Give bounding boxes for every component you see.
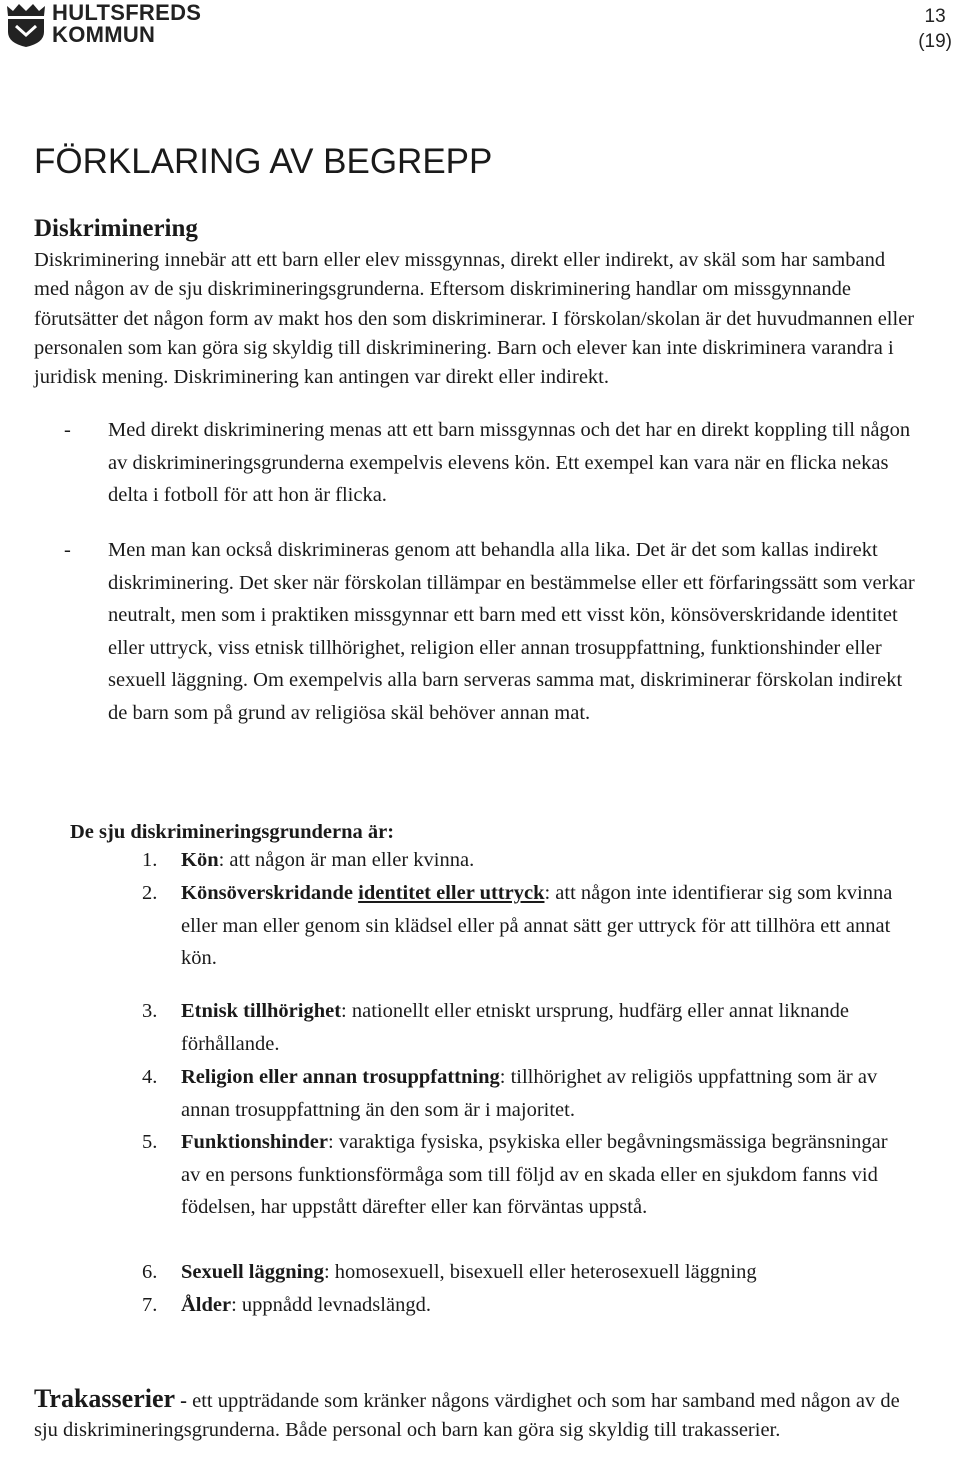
- ground-description: : uppnådd levnadslängd.: [231, 1294, 431, 1316]
- list-number: 2.: [142, 882, 158, 904]
- ground-term: Etnisk tillhörighet: [181, 1000, 342, 1022]
- ground-term: Funktionshinder: [181, 1131, 328, 1153]
- list-number: 3.: [142, 1000, 158, 1022]
- municipality-logo: [4, 2, 204, 50]
- list-item: [142, 995, 902, 1060]
- list-item: [142, 1126, 902, 1224]
- harassment-text: ett uppträdande som kränker någons värdighet och som har samband med någon av de sju diskrimineringsgrunderna. Både personal och barn kan göra sig skyldig till trakasserier.: [34, 1390, 900, 1441]
- page-number: [918, 4, 952, 54]
- page-current: 13: [924, 6, 946, 27]
- bullet-text: Med direkt diskriminering menas att ett barn missgynnas och det har en direkt koppling till någon av diskrimineringsgrunderna exempelvis elevens kön. Ett exempel kan vara när en flicka nekas delta i fotboll för att hon är flicka.: [108, 419, 911, 506]
- ground-term: Könsöverskridande: [181, 882, 353, 904]
- bullet-direct-discrimination: [64, 414, 924, 512]
- list-number: 5.: [142, 1131, 158, 1153]
- harassment-dash: -: [175, 1390, 193, 1412]
- bullet-text: Men man kan också diskrimineras genom att behandla alla lika. Det är det som kallas indirekt diskriminering. Det sker när förskolan tillämpar en bestämmelse eller ett förfaringssätt som verkar neutralt, men som i praktiken missgynnar ett barn med ett visst kön, könsöverskridande identitet eller uttryck, viss etnisk tillhörighet, religion eller annan trosuppfattning, funktionshinder eller sexuell läggning. Om exempelvis alla barn serveras samma mat, diskriminerar förskolan indirekt de barn som på grund av religiösa skäl behöver annan mat.: [108, 539, 915, 724]
- ground-description: : tillhörighet av religiös uppfattning som är av annan trosuppfattning än den som är i majoritet.: [181, 1066, 878, 1121]
- crown-shield-icon: [4, 2, 48, 48]
- list-item: [142, 877, 902, 975]
- ground-description: : att någon inte identifierar sig som kvinna eller man eller genom sin klädsel eller på annat sätt ger uttryck för att tillhöra ett annat kön.: [181, 882, 893, 969]
- ground-term-underlined: identitet eller uttryck: [358, 882, 545, 904]
- ground-term: Kön: [181, 849, 219, 871]
- ground-description: : att någon är man eller kvinna.: [218, 849, 475, 871]
- page-total: (19): [918, 31, 952, 52]
- section-heading-discrimination: Diskriminering: [34, 215, 198, 242]
- bullet-dash: -: [64, 539, 71, 561]
- logo-wordmark: [52, 2, 201, 46]
- ground-term: Religion eller annan trosuppfattning: [181, 1066, 500, 1088]
- list-item: [142, 1289, 902, 1322]
- ground-description: : homosexuell, bisexuell eller heterosexuell läggning: [323, 1261, 757, 1283]
- list-item: [142, 1256, 902, 1289]
- harassment-term: Trakasserier: [34, 1384, 176, 1413]
- ground-term: Ålder: [181, 1294, 232, 1316]
- list-item: [142, 844, 902, 877]
- list-number: 7.: [142, 1294, 158, 1316]
- bullet-indirect-discrimination: [64, 534, 924, 729]
- logo-line-1: HULTSFREDS: [52, 0, 202, 25]
- ground-description: : varaktiga fysiska, psykiska eller begåvningsmässiga begränsningar av en persons funktionsförmåga som till följd av en skada eller en sjukdom fanns vid födelsen, har uppstått därefter eller kan förväntas uppstå.: [181, 1131, 888, 1218]
- harassment-paragraph: [34, 1384, 914, 1445]
- bullet-dash: -: [64, 419, 71, 441]
- logo-line-2: KOMMUN: [52, 22, 156, 47]
- page-header: [0, 0, 960, 60]
- ground-description: : nationellt eller etniskt ursprung, hudfärg eller annat liknande förhållande.: [181, 1000, 850, 1055]
- list-number: 6.: [142, 1261, 158, 1283]
- discrimination-paragraph: Diskriminering innebär att ett barn eller elev missgynnas, direkt eller indirekt, av skäl som har samband med någon av de sju diskrimineringsgrunderna. Eftersom diskriminering handlar om missgynnande förutsätter det någon form av makt hos den som diskriminerar. I förskolan/skolan är det huvudmannen eller personalen som kan göra sig skyldig till diskriminering. Barn och elever kan inte diskriminera varandra i juridisk mening. Diskriminering kan antingen var direkt eller indirekt.: [34, 249, 915, 389]
- page-title: FÖRKLARING AV BEGREPP: [34, 142, 493, 181]
- ground-term: Sexuell läggning: [181, 1261, 324, 1283]
- list-number: 1.: [142, 849, 158, 871]
- list-item: [142, 1061, 902, 1126]
- list-number: 4.: [142, 1066, 158, 1088]
- grounds-heading: De sju diskrimineringsgrunderna är:: [70, 821, 395, 843]
